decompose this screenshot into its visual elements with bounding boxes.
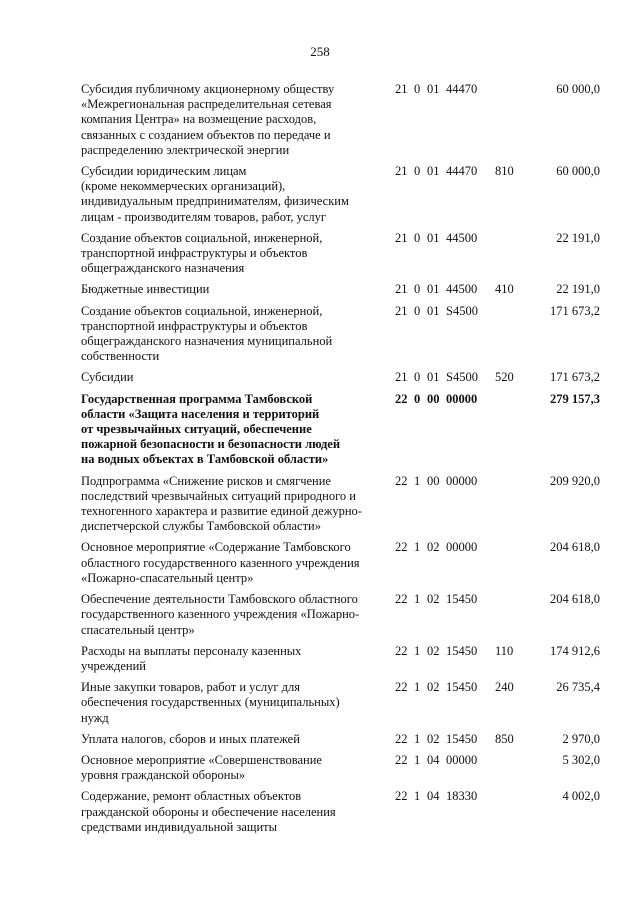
row-description — [81, 789, 381, 835]
description-line: средствами индивидуальной защиты — [81, 819, 278, 834]
table-row — [0, 753, 640, 783]
code-direction: 44500 — [446, 282, 478, 297]
amount: 204 618,0 — [550, 540, 600, 555]
code-event: 02 — [427, 592, 440, 607]
description-line: транспортной инфраструктуры и объектов — [81, 318, 308, 333]
description-line: (кроме некоммерческих организаций), — [81, 179, 286, 194]
code-expense-type: 410 — [495, 282, 514, 297]
amount: 174 912,6 — [550, 643, 600, 658]
description-line: областного государственного казенного учреждения — [81, 555, 360, 570]
row-description — [81, 164, 381, 225]
description-line: области «Защита населения и территорий — [81, 406, 320, 421]
code-program: 22 — [395, 731, 408, 746]
description-line: связанных с созданием объектов по передаче и — [81, 127, 331, 142]
description-line: Создание объектов социальной, инженерной, — [81, 230, 323, 245]
description-line: Содержание, ремонт областных объектов — [81, 789, 302, 804]
row-description — [81, 540, 381, 586]
table-row — [0, 164, 640, 225]
code-event: 02 — [427, 540, 440, 555]
code-program: 22 — [395, 752, 408, 767]
code-event: 01 — [427, 303, 440, 318]
table-row — [0, 474, 640, 535]
description-line: гражданской обороны и обеспечение населения — [81, 804, 336, 819]
code-expense-type: 110 — [495, 643, 514, 658]
code-program: 22 — [395, 592, 408, 607]
description-line: учреждений — [81, 658, 146, 673]
code-subprogram: 0 — [414, 303, 421, 318]
description-line: «Пожарно-спасательный центр» — [81, 570, 254, 585]
amount: 26 735,4 — [556, 680, 600, 695]
code-direction: 15450 — [446, 592, 478, 607]
code-subprogram: 0 — [414, 370, 421, 385]
table-row — [0, 282, 640, 297]
code-event: 01 — [427, 282, 440, 297]
table-row — [0, 370, 640, 385]
code-direction: S4500 — [446, 303, 478, 318]
description-line: общегражданского назначения — [81, 261, 245, 276]
amount: 279 157,3 — [550, 391, 600, 406]
code-subprogram: 0 — [414, 230, 421, 245]
code-program: 22 — [395, 643, 408, 658]
amount: 4 002,0 — [562, 789, 600, 804]
description-line: спасательный центр» — [81, 622, 195, 637]
description-line: Субсидии — [81, 370, 134, 385]
description-line: индивидуальным предпринимателям, физическим — [81, 194, 349, 209]
row-description — [81, 370, 381, 385]
code-expense-type: 520 — [495, 370, 514, 385]
description-line: Расходы на выплаты персоналу казенных — [81, 643, 302, 658]
code-subprogram: 1 — [414, 540, 421, 555]
code-program: 22 — [395, 540, 408, 555]
table-row — [0, 789, 640, 835]
description-line: техногенного характера и развитие единой дежурно- — [81, 504, 362, 519]
row-description — [81, 82, 381, 158]
code-subprogram: 1 — [414, 789, 421, 804]
code-event: 01 — [427, 230, 440, 245]
code-program: 22 — [395, 391, 408, 406]
code-program: 21 — [395, 303, 408, 318]
budget-table — [0, 82, 640, 841]
row-description — [81, 753, 381, 783]
amount: 209 920,0 — [550, 473, 600, 488]
description-line: Основное мероприятие «Совершенствование — [81, 752, 322, 767]
row-description — [81, 474, 381, 535]
description-line: государственного казенного учреждения «Пожарно- — [81, 607, 360, 622]
description-line: на водных объектах в Тамбовской области» — [81, 452, 329, 467]
row-description — [81, 732, 381, 747]
row-description — [81, 644, 381, 674]
amount: 60 000,0 — [556, 164, 600, 179]
description-line: Бюджетные инвестиции — [81, 282, 210, 297]
row-description — [81, 680, 381, 726]
table-row — [0, 540, 640, 586]
description-line: «Межрегиональная распределительная сетевая — [81, 97, 332, 112]
code-direction: 00000 — [446, 752, 478, 767]
code-event: 01 — [427, 82, 440, 96]
description-line: пожарной безопасности и безопасности людей — [81, 437, 341, 452]
description-line: последствий чрезвычайных ситуаций природного и — [81, 488, 356, 503]
code-event: 02 — [427, 680, 440, 695]
description-line: уровня гражданской обороны» — [81, 768, 246, 783]
table-row — [0, 304, 640, 365]
code-program: 21 — [395, 370, 408, 385]
description-line: Уплата налогов, сборов и иных платежей — [81, 731, 300, 746]
code-event: 00 — [427, 473, 440, 488]
code-program: 21 — [395, 164, 408, 179]
code-direction: 00000 — [446, 473, 478, 488]
code-subprogram: 1 — [414, 473, 421, 488]
code-event: 04 — [427, 752, 440, 767]
code-event: 01 — [427, 370, 440, 385]
description-line: Подпрограмма «Снижение рисков и смягчение — [81, 473, 331, 488]
code-expense-type: 240 — [495, 680, 514, 695]
code-expense-type: 850 — [495, 731, 514, 746]
code-program: 21 — [395, 82, 408, 96]
code-subprogram: 1 — [414, 731, 421, 746]
description-line: диспетчерской службы Тамбовской области» — [81, 519, 321, 534]
code-subprogram: 1 — [414, 680, 421, 695]
description-line: нужд — [81, 710, 109, 725]
code-direction: 00000 — [446, 540, 478, 555]
amount: 22 191,0 — [556, 282, 600, 297]
code-direction: 44470 — [446, 164, 478, 179]
code-event: 01 — [427, 164, 440, 179]
code-event: 04 — [427, 789, 440, 804]
code-subprogram: 0 — [414, 282, 421, 297]
table-row — [0, 82, 640, 158]
row-description — [81, 282, 381, 297]
amount: 60 000,0 — [556, 82, 600, 96]
code-program: 22 — [395, 680, 408, 695]
code-subprogram: 1 — [414, 752, 421, 767]
code-direction: 44470 — [446, 82, 478, 96]
code-program: 22 — [395, 789, 408, 804]
code-subprogram: 0 — [414, 82, 421, 96]
code-subprogram: 1 — [414, 643, 421, 658]
code-program: 21 — [395, 282, 408, 297]
description-line: собственности — [81, 349, 160, 364]
code-direction: S4500 — [446, 370, 478, 385]
description-line: Государственная программа Тамбовской — [81, 391, 313, 406]
code-direction: 00000 — [446, 391, 478, 406]
table-row — [0, 392, 640, 468]
description-line: Обеспечение деятельности Тамбовского областного — [81, 592, 358, 607]
description-line: Основное мероприятие «Содержание Тамбовского — [81, 540, 351, 555]
description-line: Субсидия публичному акционерному обществу — [81, 82, 335, 96]
amount: 22 191,0 — [556, 230, 600, 245]
description-line: распределению электрической энергии — [81, 142, 290, 157]
table-row — [0, 732, 640, 747]
amount: 5 302,0 — [562, 752, 600, 767]
amount: 204 618,0 — [550, 592, 600, 607]
table-row — [0, 231, 640, 277]
amount: 171 673,2 — [550, 303, 600, 318]
code-direction: 15450 — [446, 643, 478, 658]
amount: 2 970,0 — [562, 731, 600, 746]
page-number: 258 — [310, 44, 330, 59]
description-line: общегражданского назначения муниципальной — [81, 334, 333, 349]
table-row — [0, 644, 640, 674]
description-line: обеспечения государственных (муниципальных) — [81, 695, 340, 710]
description-line: лицам - производителям товаров, работ, услуг — [81, 209, 327, 224]
code-direction: 44500 — [446, 230, 478, 245]
code-expense-type: 810 — [495, 164, 514, 179]
description-line: транспортной инфраструктуры и объектов — [81, 246, 308, 261]
description-line: от чрезвычайных ситуаций, обеспечение — [81, 422, 312, 437]
description-line: Иные закупки товаров, работ и услуг для — [81, 680, 301, 695]
description-line: Субсидии юридическим лицам — [81, 164, 247, 179]
code-event: 00 — [427, 391, 440, 406]
code-subprogram: 0 — [414, 391, 421, 406]
row-description — [81, 592, 381, 638]
code-event: 02 — [427, 731, 440, 746]
table-row — [0, 680, 640, 726]
code-subprogram: 0 — [414, 164, 421, 179]
description-line: Создание объектов социальной, инженерной, — [81, 303, 323, 318]
row-description — [81, 392, 381, 468]
row-description — [81, 304, 381, 365]
amount: 171 673,2 — [550, 370, 600, 385]
code-event: 02 — [427, 643, 440, 658]
code-program: 22 — [395, 473, 408, 488]
code-program: 21 — [395, 230, 408, 245]
code-direction: 15450 — [446, 731, 478, 746]
row-description — [81, 231, 381, 277]
code-direction: 15450 — [446, 680, 478, 695]
code-direction: 18330 — [446, 789, 478, 804]
code-subprogram: 1 — [414, 592, 421, 607]
table-row — [0, 592, 640, 638]
description-line: компания Центра» на возмещение расходов, — [81, 112, 317, 127]
